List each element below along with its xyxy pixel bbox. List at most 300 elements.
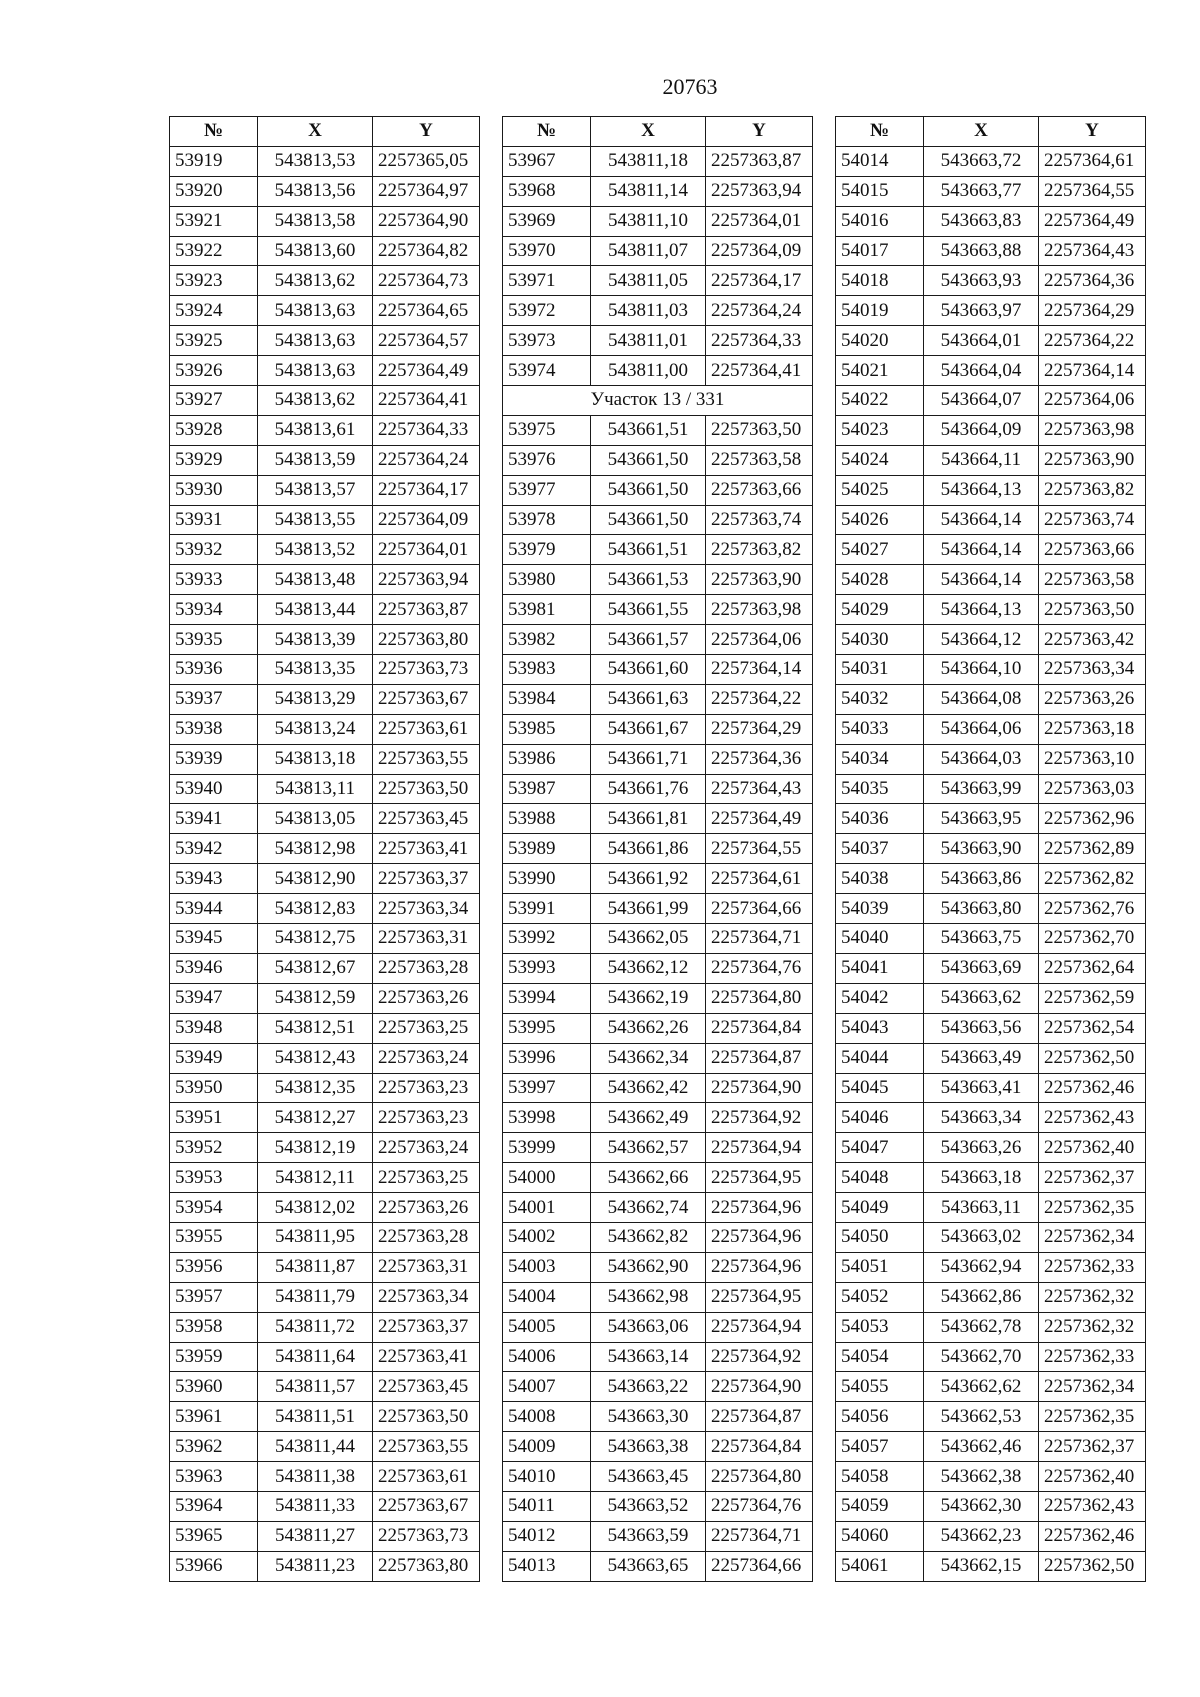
point-number-cell: 53990 bbox=[503, 864, 591, 894]
point-number-cell: 53919 bbox=[170, 146, 258, 176]
x-coordinate-cell: 543811,07 bbox=[591, 236, 706, 266]
y-coordinate-cell: 2257364,96 bbox=[706, 1252, 813, 1282]
point-number-cell: 54060 bbox=[836, 1521, 924, 1551]
table-row bbox=[836, 864, 1146, 894]
column-header-y: Y bbox=[706, 117, 813, 147]
table-row bbox=[503, 655, 813, 685]
x-coordinate-cell: 543813,56 bbox=[258, 176, 373, 206]
table-row bbox=[503, 804, 813, 834]
y-coordinate-cell: 2257364,01 bbox=[706, 206, 813, 236]
point-number-cell: 53922 bbox=[170, 236, 258, 266]
point-number-cell: 54061 bbox=[836, 1551, 924, 1581]
table-row bbox=[503, 1402, 813, 1432]
point-number-cell: 54012 bbox=[503, 1521, 591, 1551]
x-coordinate-cell: 543661,60 bbox=[591, 655, 706, 685]
y-coordinate-cell: 2257362,40 bbox=[1039, 1462, 1146, 1492]
y-coordinate-cell: 2257363,55 bbox=[373, 744, 480, 774]
point-number-cell: 54039 bbox=[836, 894, 924, 924]
table-row bbox=[170, 146, 480, 176]
y-coordinate-cell: 2257363,03 bbox=[1039, 774, 1146, 804]
y-coordinate-cell: 2257364,66 bbox=[706, 1551, 813, 1581]
point-number-cell: 54019 bbox=[836, 296, 924, 326]
y-coordinate-cell: 2257363,34 bbox=[1039, 655, 1146, 685]
y-coordinate-cell: 2257363,74 bbox=[706, 505, 813, 535]
table-row bbox=[170, 983, 480, 1013]
y-coordinate-cell: 2257364,09 bbox=[373, 505, 480, 535]
table-row bbox=[836, 326, 1146, 356]
y-coordinate-cell: 2257364,49 bbox=[1039, 206, 1146, 236]
y-coordinate-cell: 2257364,01 bbox=[373, 535, 480, 565]
x-coordinate-cell: 543663,38 bbox=[591, 1432, 706, 1462]
table-row bbox=[170, 326, 480, 356]
x-coordinate-cell: 543813,60 bbox=[258, 236, 373, 266]
x-coordinate-cell: 543663,22 bbox=[591, 1372, 706, 1402]
x-coordinate-cell: 543664,04 bbox=[924, 356, 1039, 386]
y-coordinate-cell: 2257363,41 bbox=[373, 834, 480, 864]
point-number-cell: 54011 bbox=[503, 1491, 591, 1521]
point-number-cell: 54048 bbox=[836, 1163, 924, 1193]
table-row bbox=[503, 565, 813, 595]
x-coordinate-cell: 543662,66 bbox=[591, 1163, 706, 1193]
point-number-cell: 54033 bbox=[836, 714, 924, 744]
table-row bbox=[170, 1193, 480, 1223]
point-number-cell: 54057 bbox=[836, 1432, 924, 1462]
y-coordinate-cell: 2257364,33 bbox=[706, 326, 813, 356]
y-coordinate-cell: 2257364,84 bbox=[706, 1432, 813, 1462]
x-coordinate-cell: 543811,14 bbox=[591, 176, 706, 206]
y-coordinate-cell: 2257363,24 bbox=[373, 1043, 480, 1073]
x-coordinate-cell: 543812,11 bbox=[258, 1163, 373, 1193]
x-coordinate-cell: 543813,39 bbox=[258, 625, 373, 655]
table-row bbox=[503, 1491, 813, 1521]
x-coordinate-cell: 543811,38 bbox=[258, 1462, 373, 1492]
x-coordinate-cell: 543813,57 bbox=[258, 475, 373, 505]
point-number-cell: 54013 bbox=[503, 1551, 591, 1581]
point-number-cell: 53974 bbox=[503, 356, 591, 386]
y-coordinate-cell: 2257362,33 bbox=[1039, 1342, 1146, 1372]
point-number-cell: 54024 bbox=[836, 445, 924, 475]
point-number-cell: 53959 bbox=[170, 1342, 258, 1372]
table-row bbox=[170, 1163, 480, 1193]
point-number-cell: 54059 bbox=[836, 1491, 924, 1521]
point-number-cell: 54010 bbox=[503, 1462, 591, 1492]
y-coordinate-cell: 2257363,87 bbox=[373, 595, 480, 625]
x-coordinate-cell: 543664,10 bbox=[924, 655, 1039, 685]
x-coordinate-cell: 543811,10 bbox=[591, 206, 706, 236]
point-number-cell: 54002 bbox=[503, 1222, 591, 1252]
table-row bbox=[170, 1402, 480, 1432]
x-coordinate-cell: 543813,52 bbox=[258, 535, 373, 565]
table-row bbox=[836, 1521, 1146, 1551]
y-coordinate-cell: 2257364,41 bbox=[706, 356, 813, 386]
table-row bbox=[503, 505, 813, 535]
y-coordinate-cell: 2257362,35 bbox=[1039, 1402, 1146, 1432]
y-coordinate-cell: 2257363,37 bbox=[373, 864, 480, 894]
x-coordinate-cell: 543812,75 bbox=[258, 924, 373, 954]
x-coordinate-cell: 543662,38 bbox=[924, 1462, 1039, 1492]
y-coordinate-cell: 2257364,82 bbox=[373, 236, 480, 266]
y-coordinate-cell: 2257364,29 bbox=[1039, 296, 1146, 326]
y-coordinate-cell: 2257364,24 bbox=[706, 296, 813, 326]
y-coordinate-cell: 2257364,76 bbox=[706, 1491, 813, 1521]
point-number-cell: 54008 bbox=[503, 1402, 591, 1432]
table-row bbox=[170, 655, 480, 685]
table-row bbox=[836, 296, 1146, 326]
table-row bbox=[170, 475, 480, 505]
table-row bbox=[503, 176, 813, 206]
x-coordinate-cell: 543664,08 bbox=[924, 684, 1039, 714]
x-coordinate-cell: 543813,63 bbox=[258, 296, 373, 326]
table-row bbox=[503, 595, 813, 625]
table-row bbox=[836, 146, 1146, 176]
y-coordinate-cell: 2257364,33 bbox=[373, 415, 480, 445]
y-coordinate-cell: 2257362,43 bbox=[1039, 1103, 1146, 1133]
table-row bbox=[503, 714, 813, 744]
section-header-row bbox=[503, 386, 813, 416]
table-row bbox=[170, 1073, 480, 1103]
x-coordinate-cell: 543663,93 bbox=[924, 266, 1039, 296]
point-number-cell: 53992 bbox=[503, 924, 591, 954]
table-row bbox=[170, 266, 480, 296]
point-number-cell: 53931 bbox=[170, 505, 258, 535]
table-row bbox=[836, 415, 1146, 445]
column-header-y: Y bbox=[1039, 117, 1146, 147]
y-coordinate-cell: 2257364,84 bbox=[706, 1013, 813, 1043]
table-row bbox=[836, 475, 1146, 505]
table-row bbox=[503, 834, 813, 864]
point-number-cell: 54038 bbox=[836, 864, 924, 894]
x-coordinate-cell: 543811,64 bbox=[258, 1342, 373, 1372]
table-row bbox=[170, 1372, 480, 1402]
point-number-cell: 54034 bbox=[836, 744, 924, 774]
y-coordinate-cell: 2257363,80 bbox=[373, 1551, 480, 1581]
x-coordinate-cell: 543661,50 bbox=[591, 445, 706, 475]
y-coordinate-cell: 2257363,50 bbox=[373, 1402, 480, 1432]
table-row bbox=[503, 953, 813, 983]
table-row bbox=[503, 206, 813, 236]
table-row bbox=[170, 1043, 480, 1073]
point-number-cell: 54021 bbox=[836, 356, 924, 386]
y-coordinate-cell: 2257362,37 bbox=[1039, 1432, 1146, 1462]
y-coordinate-cell: 2257364,22 bbox=[706, 684, 813, 714]
table-row bbox=[170, 1103, 480, 1133]
table-row bbox=[503, 1133, 813, 1163]
table-row bbox=[503, 864, 813, 894]
y-coordinate-cell: 2257363,45 bbox=[373, 804, 480, 834]
point-number-cell: 54022 bbox=[836, 386, 924, 416]
table-row bbox=[503, 1252, 813, 1282]
table-row bbox=[170, 1462, 480, 1492]
y-coordinate-cell: 2257364,09 bbox=[706, 236, 813, 266]
point-number-cell: 54050 bbox=[836, 1222, 924, 1252]
y-coordinate-cell: 2257363,25 bbox=[373, 1163, 480, 1193]
x-coordinate-cell: 543661,76 bbox=[591, 774, 706, 804]
point-number-cell: 54000 bbox=[503, 1163, 591, 1193]
x-coordinate-cell: 543813,55 bbox=[258, 505, 373, 535]
y-coordinate-cell: 2257362,50 bbox=[1039, 1043, 1146, 1073]
y-coordinate-cell: 2257364,80 bbox=[706, 983, 813, 1013]
x-coordinate-cell: 543663,30 bbox=[591, 1402, 706, 1432]
table-row bbox=[503, 983, 813, 1013]
x-coordinate-cell: 543661,53 bbox=[591, 565, 706, 595]
x-coordinate-cell: 543811,18 bbox=[591, 146, 706, 176]
point-number-cell: 53981 bbox=[503, 595, 591, 625]
x-coordinate-cell: 543663,06 bbox=[591, 1312, 706, 1342]
column-header-y: Y bbox=[373, 117, 480, 147]
y-coordinate-cell: 2257363,87 bbox=[706, 146, 813, 176]
x-coordinate-cell: 543663,02 bbox=[924, 1222, 1039, 1252]
table-row bbox=[503, 1073, 813, 1103]
y-coordinate-cell: 2257363,50 bbox=[706, 415, 813, 445]
y-coordinate-cell: 2257364,73 bbox=[373, 266, 480, 296]
x-coordinate-cell: 543813,18 bbox=[258, 744, 373, 774]
point-number-cell: 53951 bbox=[170, 1103, 258, 1133]
x-coordinate-cell: 543813,58 bbox=[258, 206, 373, 236]
point-number-cell: 53952 bbox=[170, 1133, 258, 1163]
x-coordinate-cell: 543663,45 bbox=[591, 1462, 706, 1492]
table-row bbox=[503, 1163, 813, 1193]
y-coordinate-cell: 2257364,61 bbox=[1039, 146, 1146, 176]
x-coordinate-cell: 543662,74 bbox=[591, 1193, 706, 1223]
y-coordinate-cell: 2257364,92 bbox=[706, 1342, 813, 1372]
x-coordinate-cell: 543663,95 bbox=[924, 804, 1039, 834]
table-row bbox=[836, 1103, 1146, 1133]
y-coordinate-cell: 2257364,36 bbox=[1039, 266, 1146, 296]
coordinates-table-1 bbox=[169, 116, 480, 1582]
table-row bbox=[170, 625, 480, 655]
table-row bbox=[503, 684, 813, 714]
y-coordinate-cell: 2257363,28 bbox=[373, 953, 480, 983]
point-number-cell: 53977 bbox=[503, 475, 591, 505]
point-number-cell: 53930 bbox=[170, 475, 258, 505]
point-number-cell: 53978 bbox=[503, 505, 591, 535]
table-row bbox=[503, 1342, 813, 1372]
table-row bbox=[170, 1282, 480, 1312]
column-header-number: № bbox=[503, 117, 591, 147]
x-coordinate-cell: 543664,11 bbox=[924, 445, 1039, 475]
y-coordinate-cell: 2257362,82 bbox=[1039, 864, 1146, 894]
table-row bbox=[170, 1432, 480, 1462]
point-number-cell: 53986 bbox=[503, 744, 591, 774]
table-row bbox=[836, 505, 1146, 535]
y-coordinate-cell: 2257362,70 bbox=[1039, 924, 1146, 954]
y-coordinate-cell: 2257364,06 bbox=[1039, 386, 1146, 416]
table-row bbox=[836, 924, 1146, 954]
point-number-cell: 53962 bbox=[170, 1432, 258, 1462]
y-coordinate-cell: 2257364,90 bbox=[706, 1372, 813, 1402]
y-coordinate-cell: 2257363,94 bbox=[706, 176, 813, 206]
point-number-cell: 53920 bbox=[170, 176, 258, 206]
x-coordinate-cell: 543661,86 bbox=[591, 834, 706, 864]
y-coordinate-cell: 2257363,98 bbox=[706, 595, 813, 625]
x-coordinate-cell: 543661,57 bbox=[591, 625, 706, 655]
x-coordinate-cell: 543661,50 bbox=[591, 505, 706, 535]
y-coordinate-cell: 2257363,66 bbox=[706, 475, 813, 505]
y-coordinate-cell: 2257364,95 bbox=[706, 1163, 813, 1193]
point-number-cell: 53938 bbox=[170, 714, 258, 744]
y-coordinate-cell: 2257362,46 bbox=[1039, 1073, 1146, 1103]
y-coordinate-cell: 2257363,73 bbox=[373, 655, 480, 685]
x-coordinate-cell: 543813,48 bbox=[258, 565, 373, 595]
table-row bbox=[170, 1521, 480, 1551]
table-row bbox=[503, 535, 813, 565]
table-row bbox=[170, 684, 480, 714]
point-number-cell: 54017 bbox=[836, 236, 924, 266]
table-row bbox=[503, 1043, 813, 1073]
x-coordinate-cell: 543813,61 bbox=[258, 415, 373, 445]
table-row bbox=[836, 206, 1146, 236]
table-row bbox=[503, 326, 813, 356]
table-row bbox=[170, 1342, 480, 1372]
table-row bbox=[836, 1163, 1146, 1193]
point-number-cell: 54036 bbox=[836, 804, 924, 834]
section-title: Участок 13 / 331 bbox=[503, 386, 813, 416]
point-number-cell: 54028 bbox=[836, 565, 924, 595]
x-coordinate-cell: 543813,44 bbox=[258, 595, 373, 625]
x-coordinate-cell: 543661,51 bbox=[591, 415, 706, 445]
table-row bbox=[836, 1402, 1146, 1432]
column-header-x: X bbox=[924, 117, 1039, 147]
point-number-cell: 54006 bbox=[503, 1342, 591, 1372]
table-row bbox=[170, 864, 480, 894]
y-coordinate-cell: 2257362,54 bbox=[1039, 1013, 1146, 1043]
y-coordinate-cell: 2257362,89 bbox=[1039, 834, 1146, 864]
table-row bbox=[503, 445, 813, 475]
table-row bbox=[503, 146, 813, 176]
point-number-cell: 53945 bbox=[170, 924, 258, 954]
x-coordinate-cell: 543811,95 bbox=[258, 1222, 373, 1252]
table-row bbox=[836, 445, 1146, 475]
x-coordinate-cell: 543812,51 bbox=[258, 1013, 373, 1043]
point-number-cell: 54023 bbox=[836, 415, 924, 445]
x-coordinate-cell: 543812,59 bbox=[258, 983, 373, 1013]
point-number-cell: 54055 bbox=[836, 1372, 924, 1402]
table-row bbox=[836, 953, 1146, 983]
table-row bbox=[503, 1193, 813, 1223]
table-row bbox=[170, 445, 480, 475]
x-coordinate-cell: 543663,69 bbox=[924, 953, 1039, 983]
x-coordinate-cell: 543812,35 bbox=[258, 1073, 373, 1103]
x-coordinate-cell: 543812,43 bbox=[258, 1043, 373, 1073]
x-coordinate-cell: 543662,26 bbox=[591, 1013, 706, 1043]
x-coordinate-cell: 543663,72 bbox=[924, 146, 1039, 176]
table-row bbox=[836, 625, 1146, 655]
x-coordinate-cell: 543664,13 bbox=[924, 595, 1039, 625]
point-number-cell: 53928 bbox=[170, 415, 258, 445]
point-number-cell: 54041 bbox=[836, 953, 924, 983]
y-coordinate-cell: 2257363,82 bbox=[1039, 475, 1146, 505]
y-coordinate-cell: 2257364,43 bbox=[706, 774, 813, 804]
y-coordinate-cell: 2257362,50 bbox=[1039, 1551, 1146, 1581]
point-number-cell: 53961 bbox=[170, 1402, 258, 1432]
y-coordinate-cell: 2257363,98 bbox=[1039, 415, 1146, 445]
table-row bbox=[170, 804, 480, 834]
y-coordinate-cell: 2257364,49 bbox=[373, 356, 480, 386]
point-number-cell: 53965 bbox=[170, 1521, 258, 1551]
point-number-cell: 53973 bbox=[503, 326, 591, 356]
y-coordinate-cell: 2257364,55 bbox=[1039, 176, 1146, 206]
x-coordinate-cell: 543662,78 bbox=[924, 1312, 1039, 1342]
y-coordinate-cell: 2257363,67 bbox=[373, 1491, 480, 1521]
y-coordinate-cell: 2257362,40 bbox=[1039, 1133, 1146, 1163]
x-coordinate-cell: 543664,12 bbox=[924, 625, 1039, 655]
x-coordinate-cell: 543663,11 bbox=[924, 1193, 1039, 1223]
x-coordinate-cell: 543661,99 bbox=[591, 894, 706, 924]
point-number-cell: 54007 bbox=[503, 1372, 591, 1402]
x-coordinate-cell: 543663,26 bbox=[924, 1133, 1039, 1163]
table-header-row bbox=[836, 117, 1146, 147]
column-header-number: № bbox=[836, 117, 924, 147]
table-row bbox=[503, 475, 813, 505]
y-coordinate-cell: 2257363,50 bbox=[373, 774, 480, 804]
x-coordinate-cell: 543813,24 bbox=[258, 714, 373, 744]
point-number-cell: 54030 bbox=[836, 625, 924, 655]
table-row bbox=[503, 1282, 813, 1312]
x-coordinate-cell: 543813,05 bbox=[258, 804, 373, 834]
table-row bbox=[170, 505, 480, 535]
y-coordinate-cell: 2257364,29 bbox=[706, 714, 813, 744]
point-number-cell: 53996 bbox=[503, 1043, 591, 1073]
table-row bbox=[836, 565, 1146, 595]
x-coordinate-cell: 543813,62 bbox=[258, 386, 373, 416]
y-coordinate-cell: 2257364,17 bbox=[706, 266, 813, 296]
point-number-cell: 53971 bbox=[503, 266, 591, 296]
table-row bbox=[170, 595, 480, 625]
point-number-cell: 53967 bbox=[503, 146, 591, 176]
table-row bbox=[836, 1551, 1146, 1581]
page-number: 20763 bbox=[662, 74, 718, 99]
y-coordinate-cell: 2257363,66 bbox=[1039, 535, 1146, 565]
y-coordinate-cell: 2257363,10 bbox=[1039, 744, 1146, 774]
y-coordinate-cell: 2257363,25 bbox=[373, 1013, 480, 1043]
table-row bbox=[170, 386, 480, 416]
point-number-cell: 53927 bbox=[170, 386, 258, 416]
point-number-cell: 53988 bbox=[503, 804, 591, 834]
y-coordinate-cell: 2257363,23 bbox=[373, 1073, 480, 1103]
point-number-cell: 54037 bbox=[836, 834, 924, 864]
table-row bbox=[503, 1222, 813, 1252]
table-row bbox=[503, 1551, 813, 1581]
column-header-x: X bbox=[258, 117, 373, 147]
point-number-cell: 54001 bbox=[503, 1193, 591, 1223]
x-coordinate-cell: 543811,01 bbox=[591, 326, 706, 356]
point-number-cell: 53960 bbox=[170, 1372, 258, 1402]
point-number-cell: 53963 bbox=[170, 1462, 258, 1492]
x-coordinate-cell: 543662,70 bbox=[924, 1342, 1039, 1372]
point-number-cell: 54053 bbox=[836, 1312, 924, 1342]
table-row bbox=[836, 744, 1146, 774]
y-coordinate-cell: 2257364,65 bbox=[373, 296, 480, 326]
x-coordinate-cell: 543811,00 bbox=[591, 356, 706, 386]
y-coordinate-cell: 2257363,31 bbox=[373, 1252, 480, 1282]
point-number-cell: 53994 bbox=[503, 983, 591, 1013]
table-row bbox=[170, 924, 480, 954]
x-coordinate-cell: 543664,14 bbox=[924, 535, 1039, 565]
point-number-cell: 53958 bbox=[170, 1312, 258, 1342]
table-row bbox=[836, 714, 1146, 744]
y-coordinate-cell: 2257363,23 bbox=[373, 1103, 480, 1133]
table-row bbox=[836, 236, 1146, 266]
table-row bbox=[836, 1013, 1146, 1043]
y-coordinate-cell: 2257363,31 bbox=[373, 924, 480, 954]
x-coordinate-cell: 543664,09 bbox=[924, 415, 1039, 445]
x-coordinate-cell: 543663,80 bbox=[924, 894, 1039, 924]
y-coordinate-cell: 2257364,96 bbox=[706, 1193, 813, 1223]
point-number-cell: 54043 bbox=[836, 1013, 924, 1043]
y-coordinate-cell: 2257364,92 bbox=[706, 1103, 813, 1133]
y-coordinate-cell: 2257363,50 bbox=[1039, 595, 1146, 625]
point-number-cell: 54020 bbox=[836, 326, 924, 356]
